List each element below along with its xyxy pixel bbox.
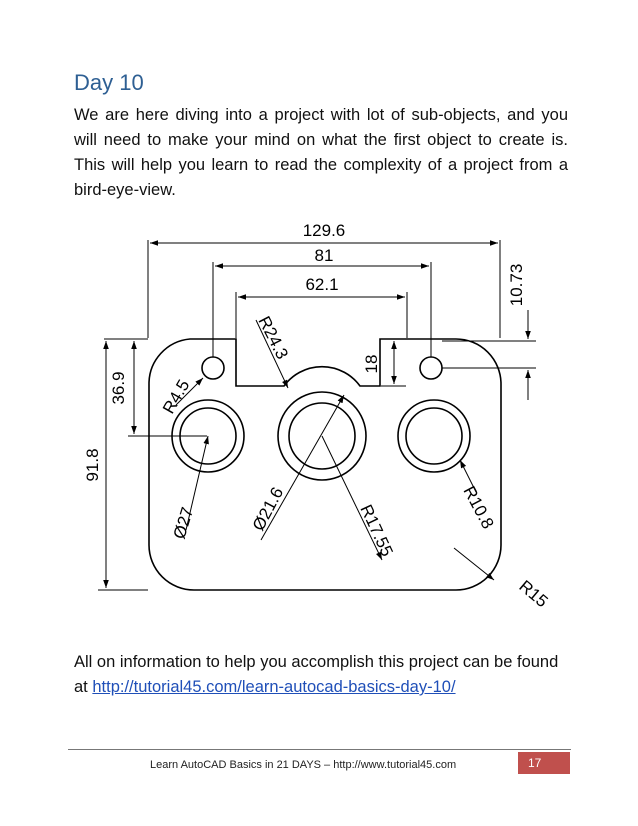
dim-r10-8: R10.8 [459,482,498,532]
page-number: 17 [518,752,570,774]
dim-10-73: 10.73 [507,263,526,307]
dim-dia-27: Ø27 [169,504,198,542]
page-heading: Day 10 [74,70,144,95]
dim-r17-55: R17.55 [356,501,397,560]
hole-small-right [420,357,442,379]
tutorial-link[interactable]: http://tutorial45.com/learn-autocad-basics-day-10/ [92,678,456,696]
dim-62-1: 62.1 [305,275,339,294]
dim-r15: R15 [515,576,552,612]
dim-129-6: 129.6 [302,221,346,240]
dim-dia-21-6: Ø21.6 [248,484,288,534]
dim-91-8: 91.8 [83,448,102,482]
outro-paragraph [74,650,568,700]
outro-text: All on information to help you accomplish this project can be found at [74,653,559,696]
dim-36-9: 36.9 [109,371,128,405]
circle-right-outer [398,400,470,472]
dim-r4-5: R4.5 [159,376,194,417]
circle-right-inner [406,408,462,464]
hole-small-left [202,357,224,379]
dim-r24-3: R24.3 [254,313,292,363]
dim-18: 18 [362,354,381,374]
footer-text: Learn AutoCAD Basics in 21 DAYS – http://www.tutorial45.com [150,759,457,771]
intro-paragraph: We are here diving into a project with lot of sub-objects, and you will need to make your mind on what the first object to create is. This will help you learn to read the complexity of a project from a bird-eye-view. [74,106,568,199]
footer-divider [68,749,571,750]
autocad-drawing [76,210,562,640]
dim-81: 81 [314,246,334,265]
